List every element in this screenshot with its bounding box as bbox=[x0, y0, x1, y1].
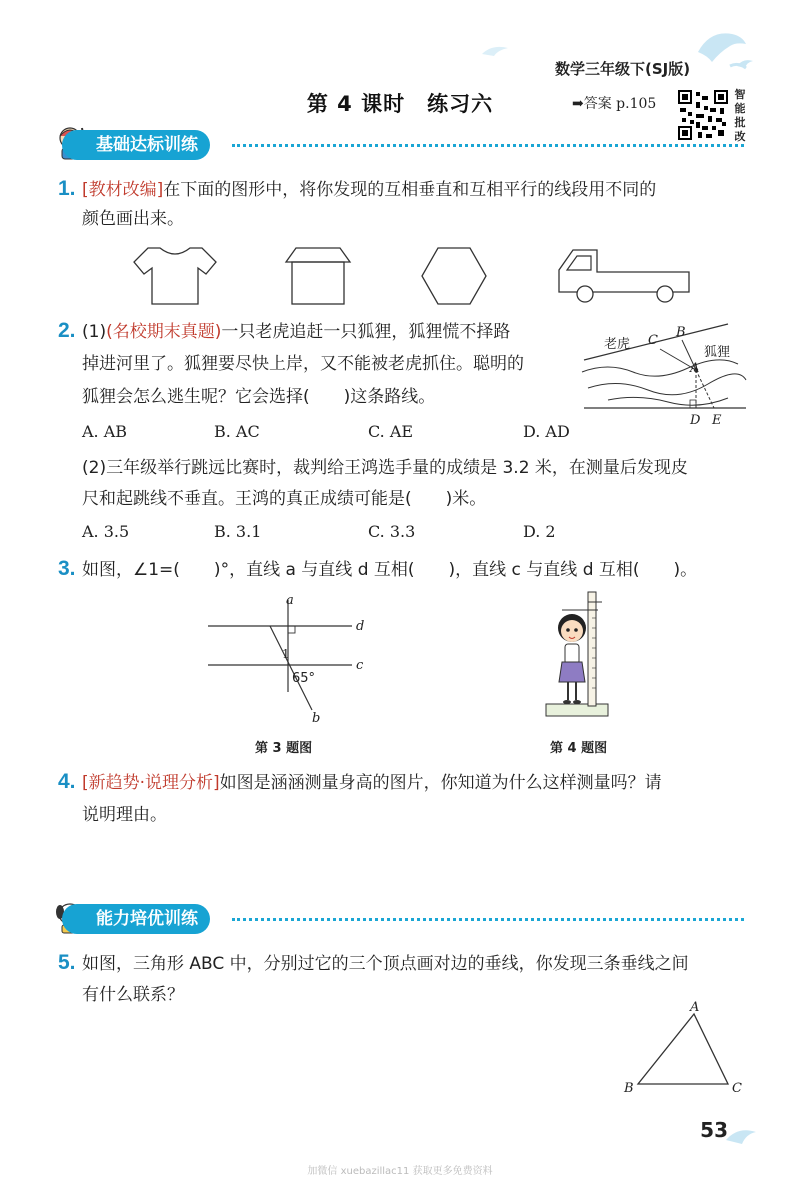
book-title: 数学三年级下(SJ版) bbox=[555, 60, 691, 78]
label-c: C bbox=[648, 333, 658, 348]
page-number: 53 bbox=[700, 1118, 728, 1142]
label-d: D bbox=[690, 413, 701, 428]
watermark-text: 加微信 xuebazillac11 获取更多免费资料 bbox=[307, 1166, 493, 1177]
label-e: E bbox=[712, 413, 722, 428]
question-2-part1-line2: 掉进河里了。狐狸要尽快上岸，又不能被老虎抓住。聪明的 bbox=[82, 354, 524, 374]
option-c[interactable]: C. AE bbox=[368, 422, 414, 441]
question-tag: [新趋势·说理分析] bbox=[82, 773, 220, 793]
angle-1-label: 1 bbox=[282, 647, 290, 661]
dolphin-small-icon bbox=[480, 42, 510, 58]
label-tiger: 老虎 bbox=[604, 337, 631, 352]
question-number: 1. bbox=[58, 177, 76, 200]
label-a: A bbox=[690, 361, 700, 376]
option-c[interactable]: C. 3.3 bbox=[368, 522, 416, 541]
tshirt-figure bbox=[130, 244, 220, 308]
question-tag: [教材改编] bbox=[82, 180, 164, 200]
label-fox: 狐狸 bbox=[704, 345, 731, 360]
label-b: b bbox=[312, 711, 321, 724]
truck-figure bbox=[555, 244, 695, 306]
label-a: A bbox=[690, 1000, 700, 1015]
question-2-part2-line1: (2)三年级举行跳远比赛时，裁判给王鸿选手量的成绩是 3.2 米，在测量后发现皮 bbox=[82, 458, 688, 478]
river-figure bbox=[578, 318, 750, 428]
label-c: c bbox=[356, 658, 364, 673]
option-d[interactable]: D. 2 bbox=[523, 522, 556, 541]
question-4-text-line2: 说明理由。 bbox=[82, 805, 167, 825]
smart-grading-label: 智 能 批 改 bbox=[734, 88, 746, 143]
label-d: d bbox=[356, 619, 365, 634]
figure-4-caption: 第 4 题图 bbox=[550, 741, 608, 756]
lesson-title: 第 4 课时 练习六 bbox=[306, 92, 494, 116]
question-number: 2. bbox=[58, 319, 76, 342]
option-b[interactable]: B. 3.1 bbox=[214, 522, 262, 541]
question-3-text: 如图，∠1=( )°，直线 a 与直线 d 互相( )，直线 c 与直线 d 互相( )。 bbox=[82, 560, 698, 580]
question-1-text: [教材改编]在下面的图形中，将你发现的互相垂直和互相平行的线段用不同的 bbox=[82, 180, 657, 200]
dolphin-small-icon bbox=[735, 56, 755, 70]
triangle-abc-figure bbox=[618, 998, 752, 1098]
question-number: 5. bbox=[58, 951, 76, 974]
question-number: 4. bbox=[58, 770, 76, 793]
question-5-text: 如图，三角形 ABC 中，分别过它的三个顶点画对边的垂线，你发现三条垂线之间 bbox=[82, 954, 689, 974]
section-basic-header: 基础达标训练 bbox=[62, 130, 210, 160]
label-a: a bbox=[286, 593, 294, 608]
label-b: B bbox=[624, 1081, 634, 1096]
section-divider bbox=[232, 918, 744, 921]
dolphin-icon bbox=[724, 1124, 758, 1148]
option-a[interactable]: A. 3.5 bbox=[82, 522, 130, 541]
question-5-text-line2: 有什么联系？ bbox=[82, 985, 184, 1005]
label-b: B bbox=[676, 325, 686, 340]
question-tag: (名校期末真题) bbox=[106, 322, 222, 342]
question-4-text: [新趋势·说理分析]如图是涵涵测量身高的图片，你知道为什么这样测量吗？请 bbox=[82, 773, 662, 793]
hexagon-figure bbox=[418, 244, 490, 308]
girl-height-figure bbox=[540, 588, 620, 720]
question-2-part1-text: (1)(名校期末真题)一只老虎追赶一只狐狸，狐狸慌不择路 bbox=[82, 322, 511, 342]
question-number: 3. bbox=[58, 557, 76, 580]
label-c: C bbox=[732, 1081, 742, 1096]
section-divider bbox=[232, 144, 744, 147]
option-a[interactable]: A. AB bbox=[82, 422, 128, 441]
option-b[interactable]: B. AC bbox=[214, 422, 260, 441]
angle-65-label: 65° bbox=[292, 671, 316, 686]
qr-code-icon[interactable] bbox=[678, 90, 728, 140]
question-1-text-line2: 颜色画出来。 bbox=[82, 209, 184, 229]
lines-figure bbox=[200, 592, 370, 724]
question-2-part2-line2: 尺和起跳线不垂直。王鸿的真正成绩可能是( )米。 bbox=[82, 489, 487, 509]
figure-3-caption: 第 3 题图 bbox=[255, 741, 313, 756]
section-advanced-header: 能力培优训练 bbox=[62, 904, 210, 934]
house-box-figure bbox=[282, 244, 354, 308]
question-2-part1-line3: 狐狸会怎么逃生呢？它会选择( )这条路线。 bbox=[82, 387, 436, 407]
answer-reference[interactable]: ➡答案 p.105 bbox=[572, 96, 657, 112]
option-d[interactable]: D. AD bbox=[523, 422, 570, 441]
